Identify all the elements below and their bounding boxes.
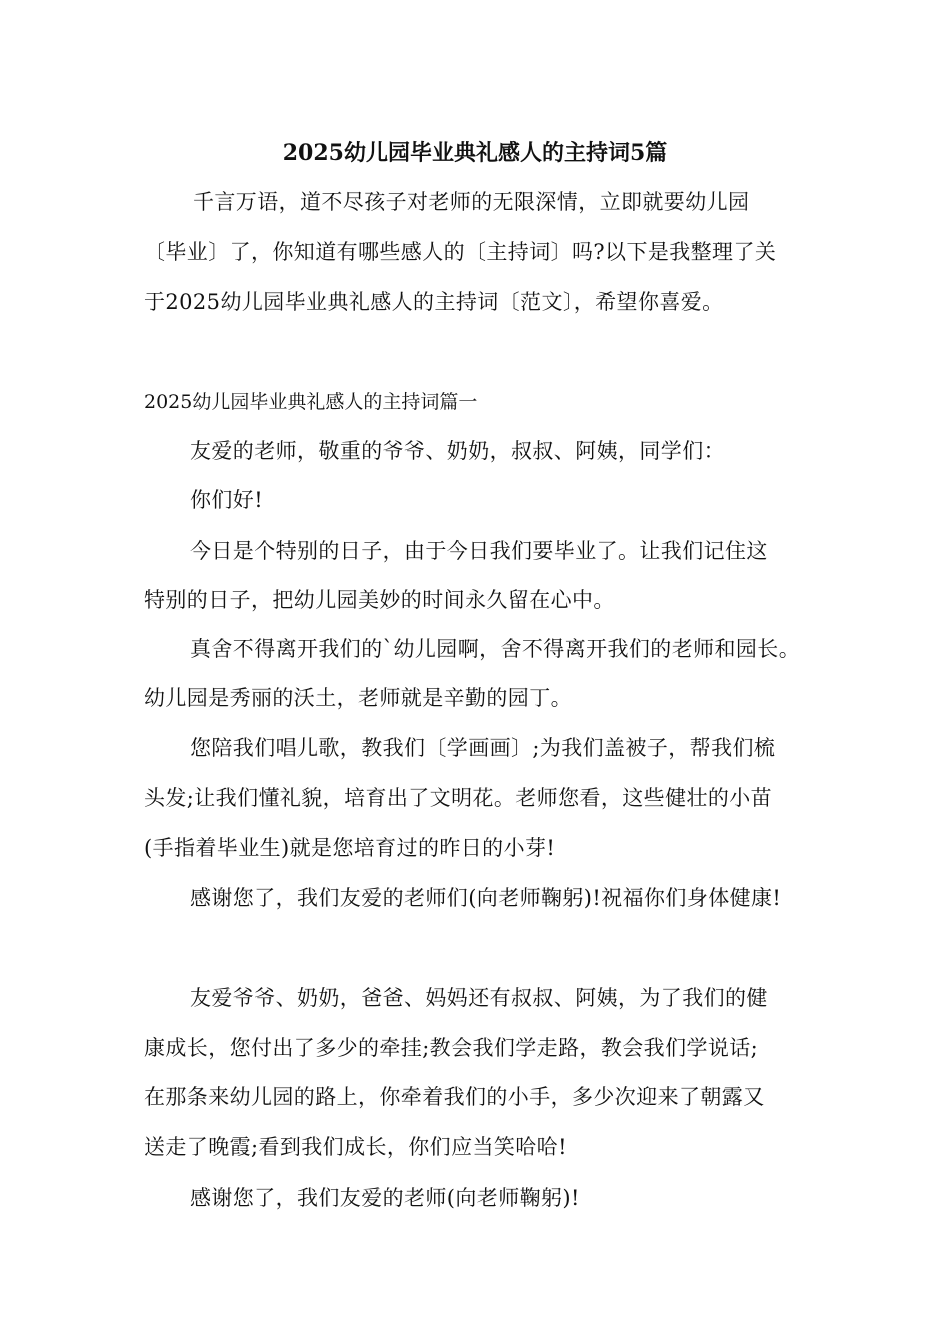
body-line: 康成长，您付出了多少的牵挂;教会我们学走路，教会我们学说话; xyxy=(144,1036,759,1060)
intro-line: 〔毕业〕了，你知道有哪些感人的〔主持词〕吗?以下是我整理了关 xyxy=(144,240,777,264)
section-heading: 2025幼儿园毕业典礼感人的主持词篇一 xyxy=(144,391,478,413)
intro-line: 于2025幼儿园毕业典礼感人的主持词〔范文〕，希望你喜爱。 xyxy=(144,290,724,314)
body-line: 你们好! xyxy=(190,488,264,512)
body-line: 感谢您了，我们友爱的老师们(向老师鞠躬)!祝福你们身体健康! xyxy=(190,886,782,910)
body-line: 送走了晚霞;看到我们成长，你们应当笑哈哈! xyxy=(144,1135,567,1159)
body-line: (手指着毕业生)就是您培育过的昨日的小芽! xyxy=(144,836,556,860)
body-line: 您陪我们唱儿歌，教我们〔学画画〕;为我们盖被子，帮我们梳 xyxy=(190,736,776,760)
body-line: 友爱爷爷、奶奶，爸爸、妈妈还有叔叔、阿姨，为了我们的健 xyxy=(190,986,768,1010)
body-line: 幼儿园是秀丽的沃土，老师就是辛勤的园丁。 xyxy=(144,686,572,710)
body-line: 今日是个特别的日子，由于今日我们要毕业了。让我们记住这 xyxy=(190,539,768,563)
body-line: 在那条来幼儿园的路上，你牵着我们的小手，多少次迎来了朝露又 xyxy=(144,1085,765,1109)
intro-line: 千言万语，道不尽孩子对老师的无限深情，立即就要幼儿园 xyxy=(193,190,750,214)
body-line: 头发;让我们懂礼貌，培育出了文明花。老师您看，这些健壮的小苗 xyxy=(144,786,773,810)
document-title: 2025幼儿园毕业典礼感人的主持词5篇 xyxy=(282,140,668,166)
body-line: 真舍不得离开我们的`幼儿园啊，舍不得离开我们的老师和园长。 xyxy=(190,637,801,661)
body-line: 友爱的老师，敬重的爷爷、奶奶，叔叔、阿姨，同学们： xyxy=(190,439,725,463)
body-line: 感谢您了，我们友爱的老师(向老师鞠躬)! xyxy=(190,1186,580,1210)
body-line: 特别的日子，把幼儿园美妙的时间永久留在心中。 xyxy=(144,588,615,612)
